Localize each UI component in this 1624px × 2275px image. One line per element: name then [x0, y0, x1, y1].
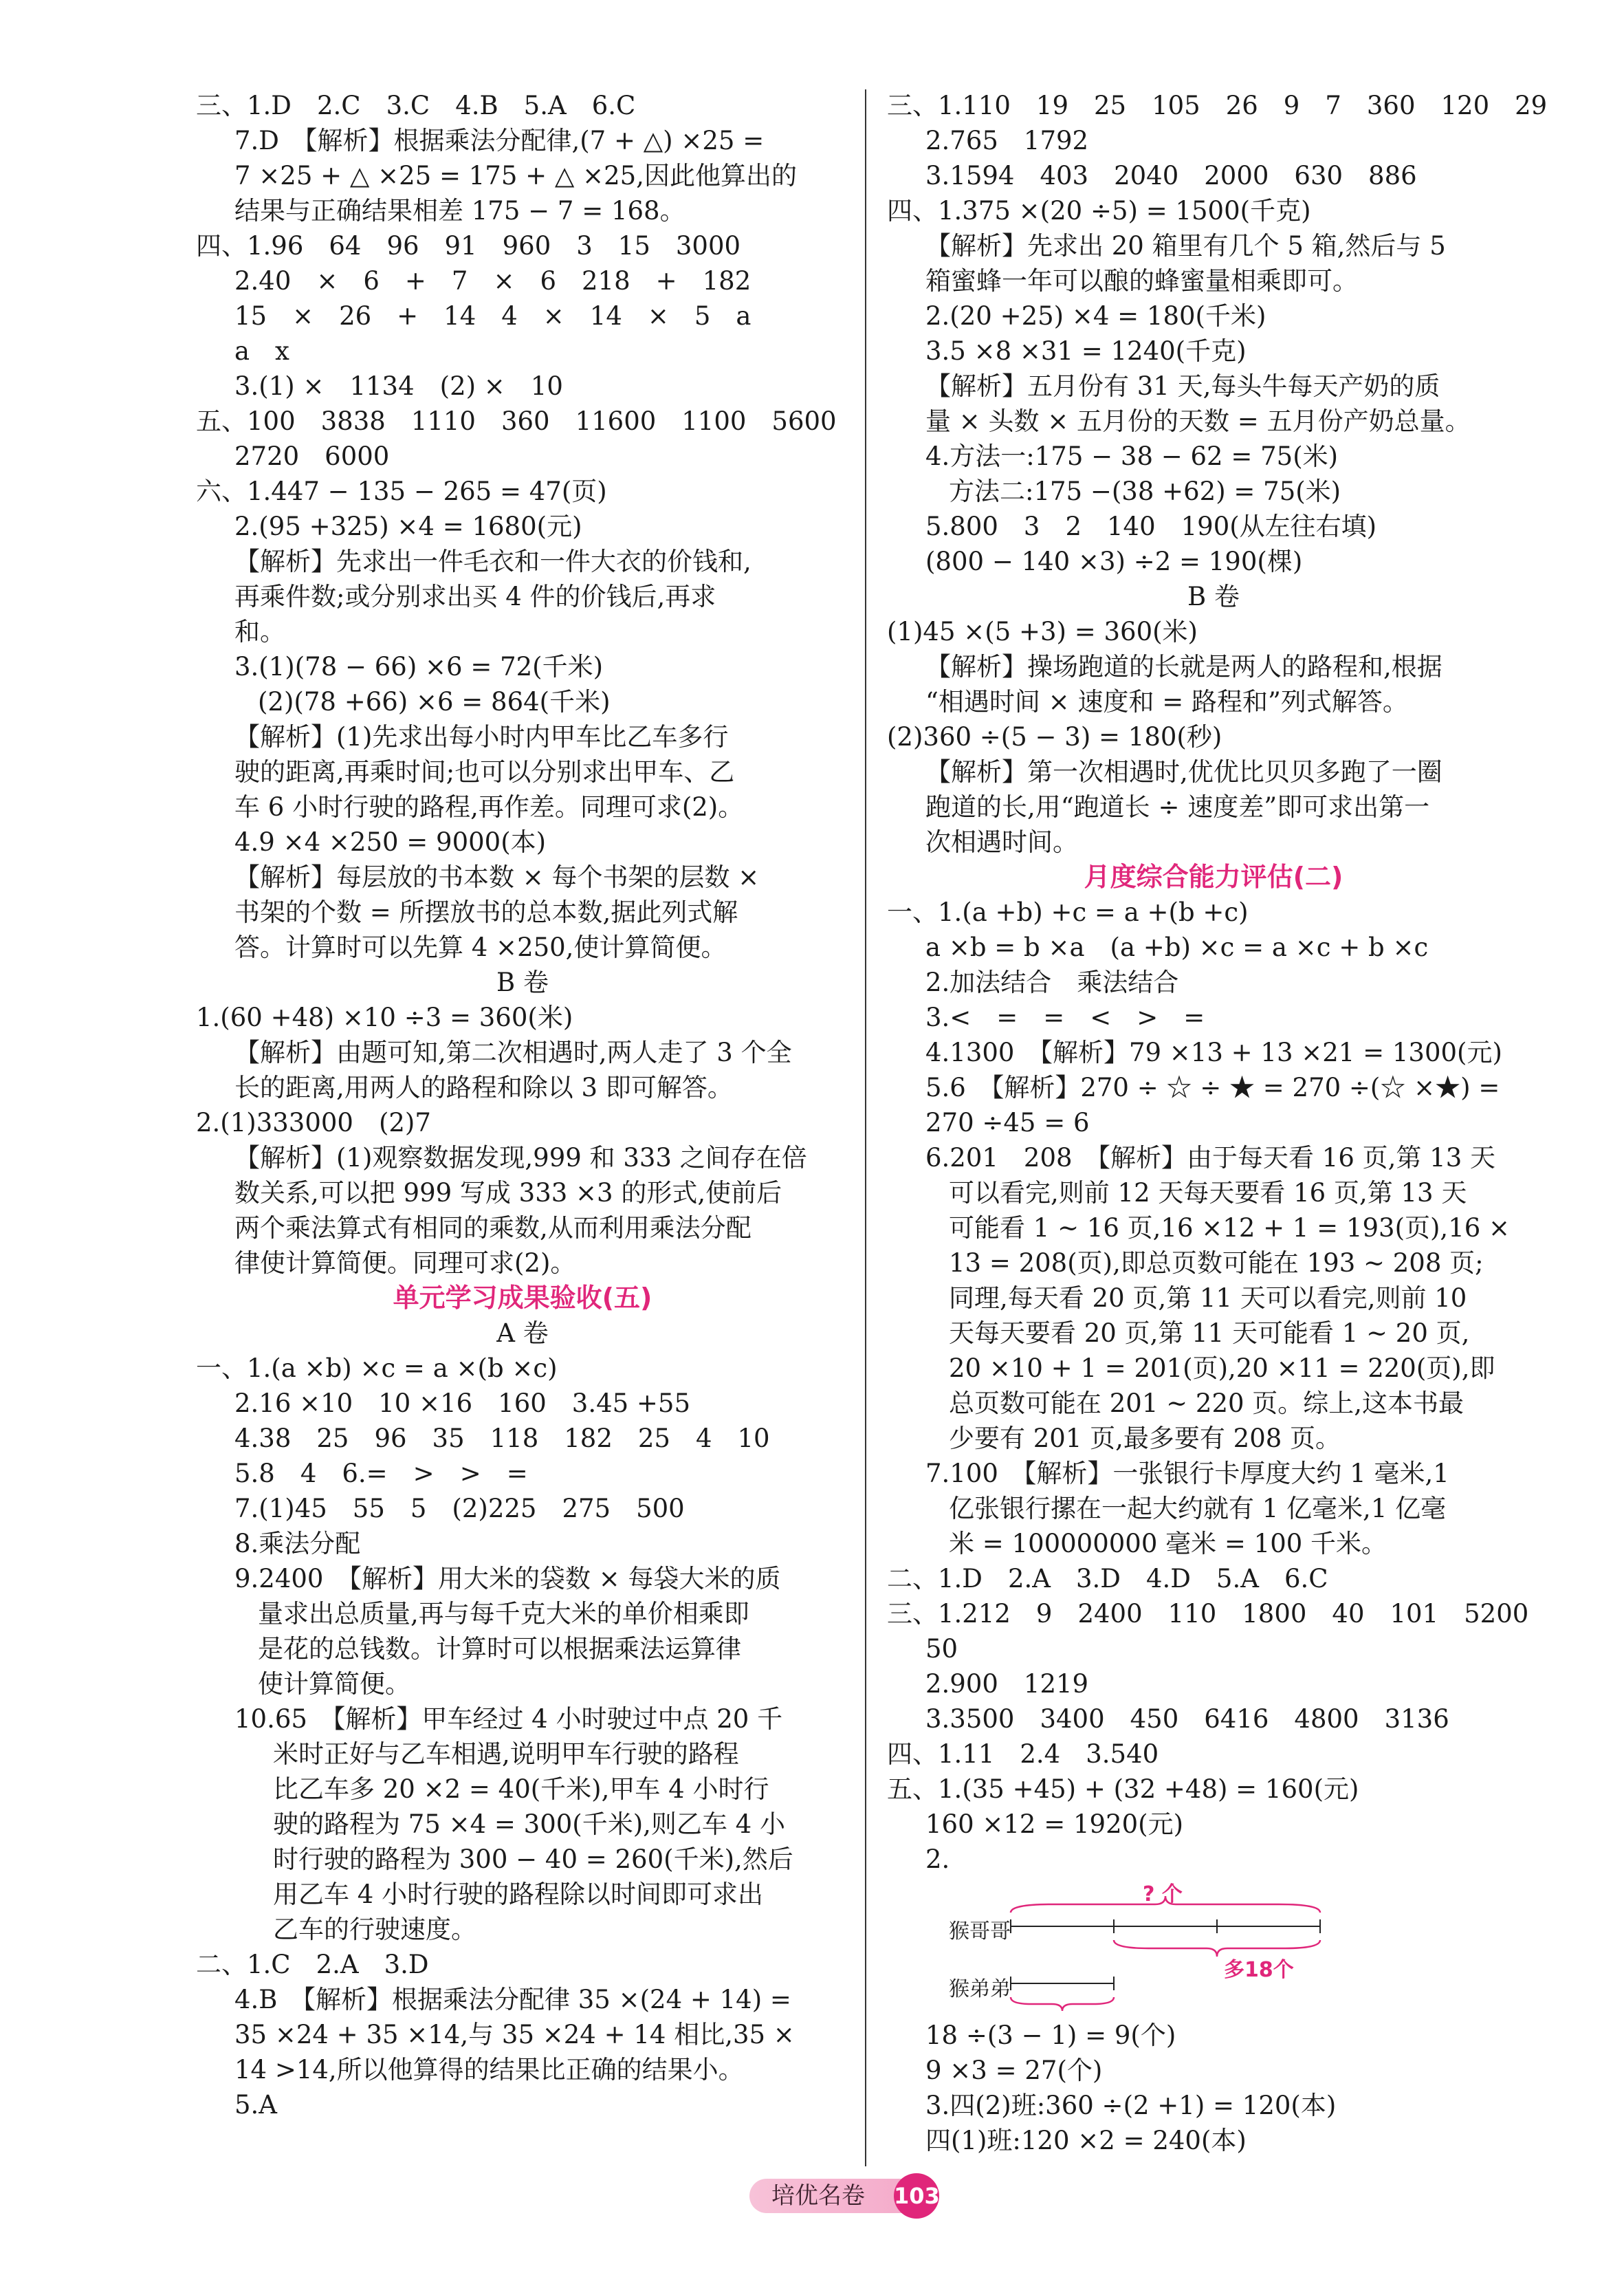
answer-line: 2720 6000	[234, 442, 390, 471]
answer-line: 可能看 1 ~ 16 页,16 ×12 + 1 = 193(页),16 ×	[949, 1213, 1511, 1243]
answer-line: 14 >14,所以他算得的结果比正确的结果小。	[234, 2055, 744, 2084]
answer-line: 4.38 25 96 35 118 182 25 4 10	[234, 1424, 770, 1453]
answer-line: 2.(20 +25) ×4 = 180(千米)	[925, 301, 1266, 331]
answer-line: 6.201 208 【解析】由于每天看 16 页,第 13 天	[925, 1143, 1496, 1173]
answer-line: 两个乘法算式有相同的乘数,从而利用乘法分配	[234, 1213, 751, 1243]
answer-line: 2.765 1792	[925, 126, 1089, 155]
answer-line: 一、1.(a ×b) ×c = a ×(b ×c)	[196, 1353, 558, 1383]
answer-line: 五、100 3838 1110 360 11600 1100 5600	[196, 406, 837, 436]
answer-line: 18 ÷(3 − 1) = 9(个)	[925, 2021, 1176, 2050]
answer-line: 3.3500 3400 450 6416 4800 3136	[925, 1704, 1449, 1734]
answer-line: 三、1.D 2.C 3.C 4.B 5.A 6.C	[196, 91, 636, 120]
total-question-label: ? 个	[1143, 1882, 1183, 1906]
answer-line: 4.9 ×4 ×250 = 9000(本)	[234, 827, 547, 857]
small-brace	[1011, 1997, 1114, 2011]
answer-line: 7.100 【解析】一张银行卡厚度大约 1 毫米,1	[925, 1459, 1449, 1488]
answer-line: 【解析】由题可知,第二次相遇时,两人走了 3 个全	[234, 1038, 792, 1067]
answer-line: 【解析】操场跑道的长就是两人的路程和,根据	[925, 652, 1442, 682]
page-number: 103	[894, 2173, 939, 2219]
answer-line: B 卷	[496, 968, 549, 997]
column-divider	[865, 89, 866, 2166]
answer-line: 律使计算简便。同理可求(2)。	[234, 1248, 576, 1278]
answer-line: 9 ×3 = 27(个)	[925, 2056, 1103, 2085]
answer-line: 13 = 208(页),即总页数可能在 193 ~ 208 页;	[949, 1248, 1484, 1278]
answer-line: 3.(1) × 1134 (2) × 10	[234, 371, 563, 401]
answer-line: 再乘件数;或分别求出买 4 件的价钱后,再求	[234, 582, 716, 611]
answer-line: 书架的个数 = 所摆放书的总本数,据此列式解	[234, 897, 738, 927]
answer-line: 二、1.D 2.A 3.D 4.D 5.A 6.C	[887, 1564, 1328, 1593]
brand-label: 培优名卷	[771, 2182, 865, 2210]
answer-line: 2.	[925, 1844, 950, 1874]
answer-line: 四(1)班:120 ×2 = 240(本)	[925, 2126, 1247, 2155]
answer-line: 一、1.(a +b) +c = a +(b +c)	[887, 897, 1249, 927]
answer-line: 总页数可能在 201 ~ 220 页。综上,这本书最	[949, 1389, 1464, 1418]
answer-line: (800 − 140 ×3) ÷2 = 190(棵)	[925, 547, 1303, 576]
answer-line: 【解析】(1)先求出每小时内甲车比乙车多行	[234, 722, 729, 752]
answer-line: 四、1.375 ×(20 ÷5) = 1500(千克)	[887, 196, 1311, 226]
answer-line: 4.B 【解析】根据乘法分配律 35 ×(24 + 14) =	[234, 1985, 791, 2014]
right-column	[887, 88, 1548, 2158]
answer-line: (2)360 ÷(5 − 3) = 180(秒)	[887, 722, 1222, 752]
answer-line: 使计算简便。	[258, 1669, 410, 1699]
answer-line: 驶的路程为 75 ×4 = 300(千米),则乙车 4 小	[273, 1809, 785, 1839]
difference-label: 多18个	[1224, 1958, 1294, 1982]
answer-line: 五、1.(35 +45) + (32 +48) = 160(元)	[887, 1774, 1359, 1804]
answer-line: (1)45 ×(5 +3) = 360(米)	[887, 617, 1198, 646]
answer-line: 【解析】先求出一件毛衣和一件大衣的价钱和,	[234, 547, 751, 576]
answer-line: 35 ×24 + 35 ×14,与 35 ×24 + 14 相比,35 ×	[234, 2020, 795, 2049]
answer-line: 六、1.447 − 135 − 265 = 47(页)	[196, 477, 607, 506]
right-column-top	[887, 88, 1548, 1877]
answer-line: 二、1.C 2.A 3.D	[196, 1950, 429, 1979]
answer-line: B 卷	[1187, 582, 1240, 611]
left-column	[196, 88, 849, 2122]
answer-line: 3.< = = < > =	[925, 1003, 1205, 1032]
answer-line: 160 ×12 = 1920(元)	[925, 1809, 1184, 1839]
section-heading: 月度综合能力评估(二)	[1084, 862, 1343, 892]
answer-line: 5.800 3 2 140 190(从左往右填)	[925, 512, 1377, 541]
answer-line: 3.1594 403 2040 2000 630 886	[925, 161, 1417, 191]
answer-line: 方法二:175 −(38 +62) = 75(米)	[949, 477, 1341, 506]
section-heading: 单元学习成果验收(五)	[393, 1283, 652, 1313]
answer-line: 结果与正确结果相差 175 − 7 = 168。	[234, 196, 685, 226]
answer-line: “相遇时间 × 速度和 = 路程和”列式解答。	[925, 687, 1408, 717]
answer-line: 量求出总质量,再与每千克大米的单价相乘即	[258, 1599, 749, 1629]
answer-line: 3.四(2)班:360 ÷(2 +1) = 120(本)	[925, 2091, 1337, 2120]
answer-line: 三、1.110 19 25 105 26 9 7 360 120 29	[887, 91, 1548, 120]
answer-line: 3.(1)(78 − 66) ×6 = 72(千米)	[234, 652, 604, 682]
answer-line: 米 = 100000000 毫米 = 100 千米。	[949, 1529, 1387, 1558]
answer-line: 【解析】第一次相遇时,优优比贝贝多跑了一圈	[925, 757, 1442, 787]
answer-line: 四、1.11 2.4 3.540	[887, 1739, 1159, 1769]
answer-line: 米时正好与乙车相遇,说明甲车行驶的路程	[273, 1739, 739, 1769]
answer-line: 9.2400 【解析】用大米的袋数 × 每袋大米的质	[234, 1564, 781, 1593]
answer-line: a ×b = b ×a (a +b) ×c = a ×c + b ×c	[925, 933, 1429, 962]
answer-line: 5.8 4 6.= > > =	[234, 1459, 528, 1488]
answer-line: 7 ×25 + △ ×25 = 175 + △ ×25,因此他算出的	[234, 161, 797, 191]
answer-line: 【解析】每层放的书本数 × 每个书架的层数 ×	[234, 862, 760, 892]
answer-line: 10.65 【解析】甲车经过 4 小时驶过中点 20 千	[234, 1704, 783, 1734]
answer-line: 8.乘法分配	[234, 1529, 361, 1558]
answer-line: 5.6 【解析】270 ÷ ☆ ÷ ★ = 270 ÷(☆ ×★) =	[925, 1073, 1500, 1102]
answer-line: 2.16 ×10 10 ×16 160 3.45 +55	[234, 1389, 691, 1418]
answer-line: 数关系,可以把 999 写成 333 ×3 的形式,使前后	[234, 1178, 782, 1208]
answer-line: 跑道的长,用“跑道长 ÷ 速度差”即可求出第一	[925, 792, 1430, 822]
answer-line: 2.加法结合 乘法结合	[925, 968, 1179, 997]
answer-line: 次相遇时间。	[925, 827, 1078, 857]
answer-line: 少要有 201 页,最多要有 208 页。	[949, 1424, 1341, 1453]
answer-line: 【解析】先求出 20 箱里有几个 5 箱,然后与 5	[925, 231, 1446, 261]
answer-line: 长的距离,用两人的路程和除以 3 即可解答。	[234, 1073, 733, 1102]
answer-line: 四、1.96 64 96 91 960 3 15 3000	[196, 231, 741, 261]
answer-line: 2.(1)333000 (2)7	[196, 1108, 431, 1138]
answer-line: 【解析】(1)观察数据发现,999 和 333 之间存在倍	[234, 1143, 807, 1173]
answer-line: 3.5 ×8 ×31 = 1240(千克)	[925, 336, 1247, 366]
answer-line: 答。计算时可以先算 4 ×250,使计算简便。	[234, 933, 727, 962]
answer-line: (2)(78 +66) ×6 = 864(千米)	[258, 687, 611, 717]
answer-line: 5.A	[234, 2090, 278, 2120]
answer-line: 【解析】五月份有 31 天,每头牛每天产奶的质	[925, 371, 1440, 401]
answer-line: 可以看完,则前 12 天每天要看 16 页,第 13 天	[949, 1178, 1467, 1208]
answer-line: 用乙车 4 小时行驶的路程除以时间即可求出	[273, 1880, 764, 1909]
answer-line: 2.900 1219	[925, 1669, 1089, 1699]
answer-line: 量 × 头数 × 五月份的天数 = 五月份产奶总量。	[925, 406, 1471, 436]
answer-line: 4.1300 【解析】79 ×13 + 13 ×21 = 1300(元)	[925, 1038, 1502, 1067]
answer-line: 天每天要看 20 页,第 11 天可能看 1 ~ 20 页,	[949, 1318, 1470, 1348]
answer-line: 1.(60 +48) ×10 ÷3 = 360(米)	[196, 1003, 573, 1032]
answer-line: 2.40 × 6 + 7 × 6 218 + 182	[234, 266, 751, 296]
answer-line: 4.方法一:175 − 38 − 62 = 75(米)	[925, 442, 1339, 471]
answer-line: 15 × 26 + 14 4 × 14 × 5 a	[234, 301, 751, 331]
answer-line: 箱蜜蜂一年可以酿的蜂蜜量相乘即可。	[925, 266, 1358, 296]
line-segment-figure	[949, 1877, 1334, 2018]
answer-line: 2.(95 +325) ×4 = 1680(元)	[234, 512, 582, 541]
answer-line: 20 ×10 + 1 = 201(页),20 ×11 = 220(页),即	[949, 1353, 1495, 1383]
answer-line: 三、1.212 9 2400 110 1800 40 101 5200	[887, 1599, 1529, 1629]
answer-line: 比乙车多 20 ×2 = 40(千米),甲车 4 小时行	[273, 1774, 769, 1804]
answer-line: 时行驶的路程为 300 − 40 = 260(千米),然后	[273, 1844, 793, 1874]
page-footer	[749, 2173, 969, 2214]
answer-line: 乙车的行驶速度。	[273, 1915, 476, 1944]
answer-line: 7.D 【解析】根据乘法分配律,(7 + △) ×25 =	[234, 126, 765, 155]
answer-line: 驶的距离,再乘时间;也可以分别求出甲车、乙	[234, 757, 735, 787]
answer-line: 同理,每天看 20 页,第 11 天可以看完,则前 10	[949, 1283, 1467, 1313]
answer-line: 亿张银行摞在一起大约就有 1 亿毫米,1 亿毫	[949, 1494, 1447, 1523]
answer-line: 车 6 小时行驶的路程,再作差。同理可求(2)。	[234, 792, 744, 822]
right-column-bottom	[887, 2018, 1540, 2158]
answer-line: 270 ÷45 = 6	[925, 1108, 1090, 1138]
small-monkey-label: 猴弟弟	[949, 1977, 1011, 2001]
big-monkey-label: 猴哥哥	[949, 1919, 1011, 1944]
answer-line: A 卷	[496, 1318, 549, 1348]
answer-line: 是花的总钱数。计算时可以根据乘法运算律	[258, 1634, 741, 1664]
answer-line: a x	[234, 336, 289, 366]
answer-line: 50	[925, 1634, 958, 1664]
answer-line: 7.(1)45 55 5 (2)225 275 500	[234, 1494, 685, 1523]
answer-line: 和。	[234, 617, 285, 646]
